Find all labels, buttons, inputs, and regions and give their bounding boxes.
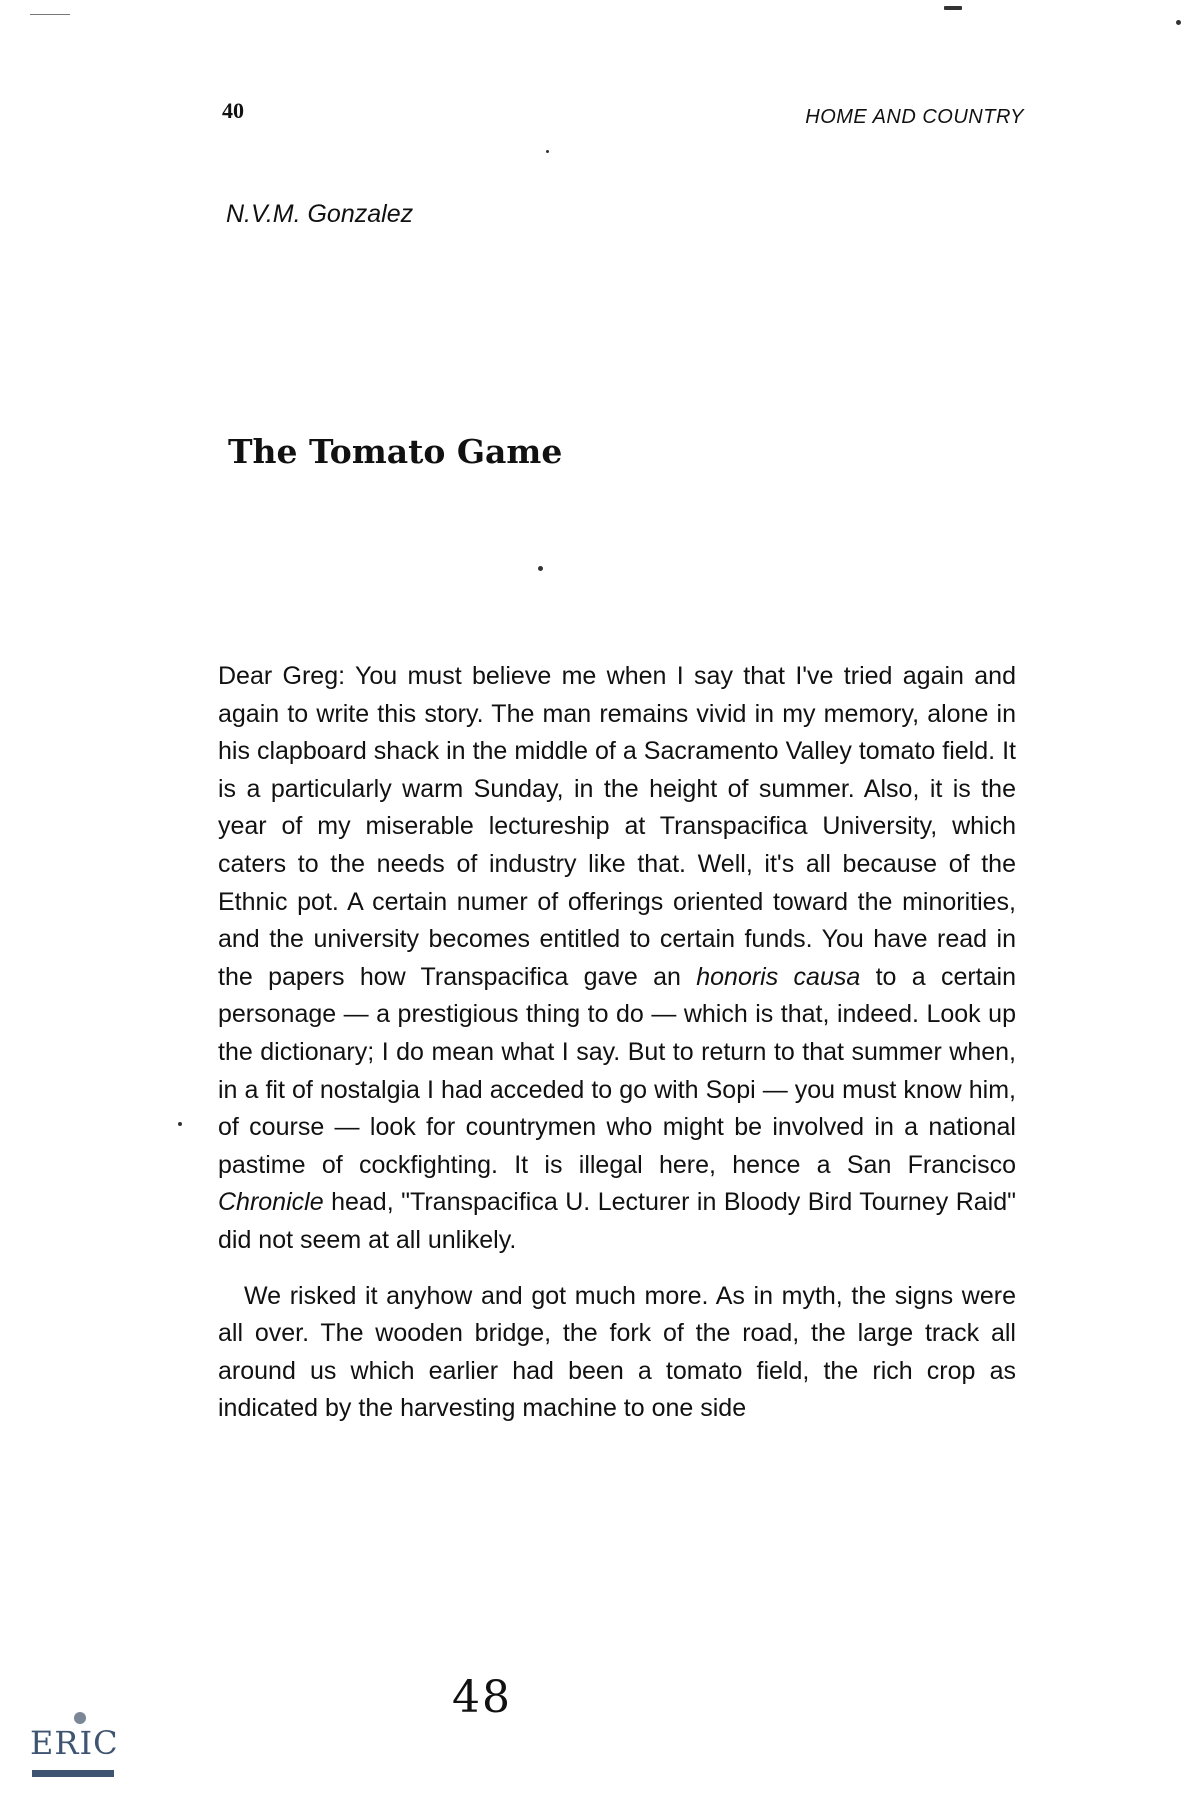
story-body — [218, 658, 1016, 1446]
page-number: 40 — [222, 98, 244, 123]
paragraph-1-text-c: head, "Transpacifica U. Lecturer in Bloody Bird Tourney Raid" did not seem at all unlikely. — [218, 1188, 1016, 1254]
paragraph-1 — [218, 658, 1016, 1260]
eric-logo-bar — [32, 1770, 114, 1777]
paragraph-1-italic-a: honoris causa — [696, 962, 861, 991]
paragraph-1-text-a: Dear Greg: You must believe me when I say that I've tried again and again to write this story. The man remains vivid in my memory, alone in his clapboard shack in the middle of a Sacramento Valley tomato field. It is a particularly warm Sunday, in the height of summer. Also, it is the year of my miserable lectureship at Transpacifica University, which caters to the needs of industry like that. Well, it's all because of the Ethnic pot. A certain numer of offerings oriented toward the minorities, and the university becomes entitled to certain funds. You have read in the papers how Transpacifica gave an — [218, 662, 1016, 991]
paragraph-2: We risked it anyhow and got much more. As in myth, the signs were all over. The wooden bridge, the fork of the road, the large track all around us which earlier had been a tomato field, the rich crop as indicated by the harvesting machine to one side — [218, 1281, 1016, 1423]
author-name: N.V.M. Gonzalez — [226, 200, 414, 228]
paragraph-1-italic-b: Chronicle — [218, 1188, 324, 1217]
scan-speck — [178, 1122, 182, 1126]
eric-logo-dot — [74, 1712, 86, 1724]
eric-logo — [30, 1722, 119, 1784]
footer-page-number: 48 — [452, 1672, 512, 1723]
scan-speck — [538, 566, 543, 571]
scan-speck — [1176, 20, 1181, 25]
scan-speck — [30, 14, 70, 15]
scan-speck — [546, 150, 549, 153]
running-header: HOME AND COUNTRY — [805, 106, 1024, 128]
paragraph-1-text-b: to a certain personage — a prestigious thing to do — which is that, indeed. Look up the dictionary; I do mean what I say. But to return to that summer when, in a fit of nostalgia I had acceded to go with Sopi — you must know him, of course — look for countrymen who might be involved in a national pastime of cockfighting. It is illegal here, hence a San Francisco — [218, 962, 1016, 1179]
story-title: The Tomato Game — [228, 432, 563, 471]
eric-logo-text: ERIC — [30, 1724, 119, 1762]
scan-speck — [944, 6, 962, 10]
